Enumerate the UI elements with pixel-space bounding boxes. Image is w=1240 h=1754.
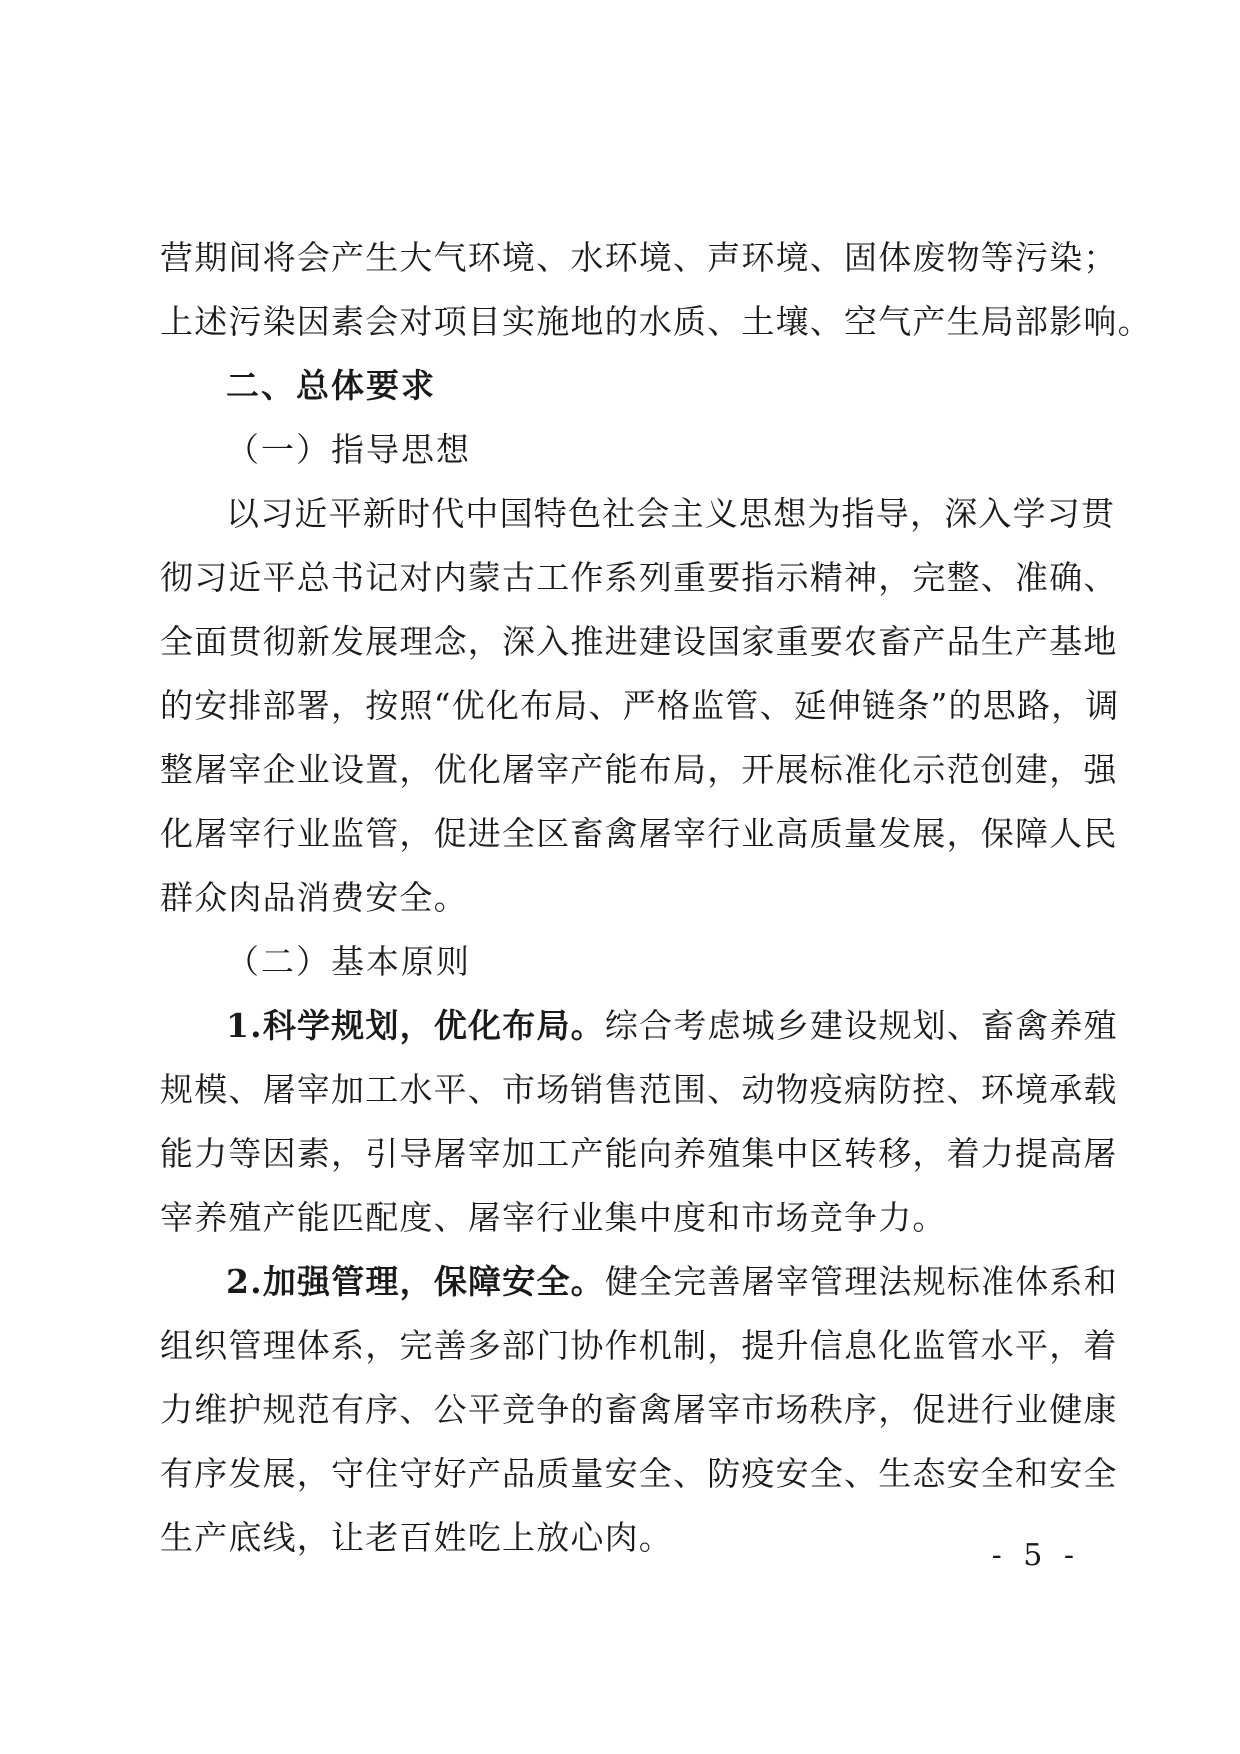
section-heading: 二、总体要求 — [226, 366, 436, 405]
page-number: - 5 - — [991, 1538, 1080, 1573]
principle-1-first-line — [160, 994, 1118, 1058]
body-line: 整屠宰企业设置，优化屠宰产能布局，开展标准化示范创建，强 — [160, 750, 1118, 789]
subsection-heading-guiding: （一）指导思想 — [226, 430, 471, 469]
body-line: 营期间将会产生大气环境、水环境、声环境、固体废物等污染； — [160, 238, 1118, 277]
body-line: 全面贯彻新发展理念，深入推进建设国家重要农畜产品生产基地 — [160, 622, 1118, 661]
body-line: 群众肉品消费安全。 — [160, 878, 468, 917]
body-line: 力维护规范有序、公平竞争的畜禽屠宰市场秩序，促进行业健康 — [160, 1390, 1118, 1429]
body-line: 的安排部署，按照“优化布局、严格监管、延伸链条”的思路，调 — [160, 686, 1120, 725]
body-line: 以习近平新时代中国特色社会主义思想为指导，深入学习贯 — [226, 494, 1116, 533]
subsection-heading-principles: （二）基本原则 — [226, 942, 471, 981]
body-line: 有序发展，守住守好产品质量安全、防疫安全、生态安全和安全 — [160, 1454, 1118, 1493]
principle-1-lead: 1.科学规划，优化布局。 — [226, 1006, 605, 1045]
principle-2-first-line — [160, 1250, 1118, 1314]
body-line: 能力等因素，引导屠宰加工产能向养殖集中区转移，着力提高屠 — [160, 1134, 1118, 1173]
principle-1-text: 综合考虑城乡建设规划、畜禽养殖 — [604, 1006, 1118, 1045]
document-body — [160, 226, 1152, 1570]
body-line: 组织管理体系，完善多部门协作机制，提升信息化监管水平，着 — [160, 1326, 1118, 1365]
principle-2-lead: 2.加强管理，保障安全。 — [226, 1262, 605, 1301]
body-line: 化屠宰行业监管，促进全区畜禽屠宰行业高质量发展，保障人民 — [160, 814, 1118, 853]
principle-2-text: 健全完善屠宰管理法规标准体系和 — [604, 1262, 1118, 1301]
body-line: 宰养殖产能匹配度、屠宰行业集中度和市场竞争力。 — [160, 1198, 947, 1237]
body-line: 规模、屠宰加工水平、市场销售范围、动物疫病防控、环境承载 — [160, 1070, 1118, 1109]
body-line: 上述污染因素会对项目实施地的水质、土壤、空气产生局部影响。 — [160, 302, 1152, 341]
body-line: 彻习近平总书记对内蒙古工作系列重要指示精神，完整、准确、 — [160, 558, 1118, 597]
body-line: 生产底线，让老百姓吃上放心肉。 — [160, 1518, 673, 1557]
